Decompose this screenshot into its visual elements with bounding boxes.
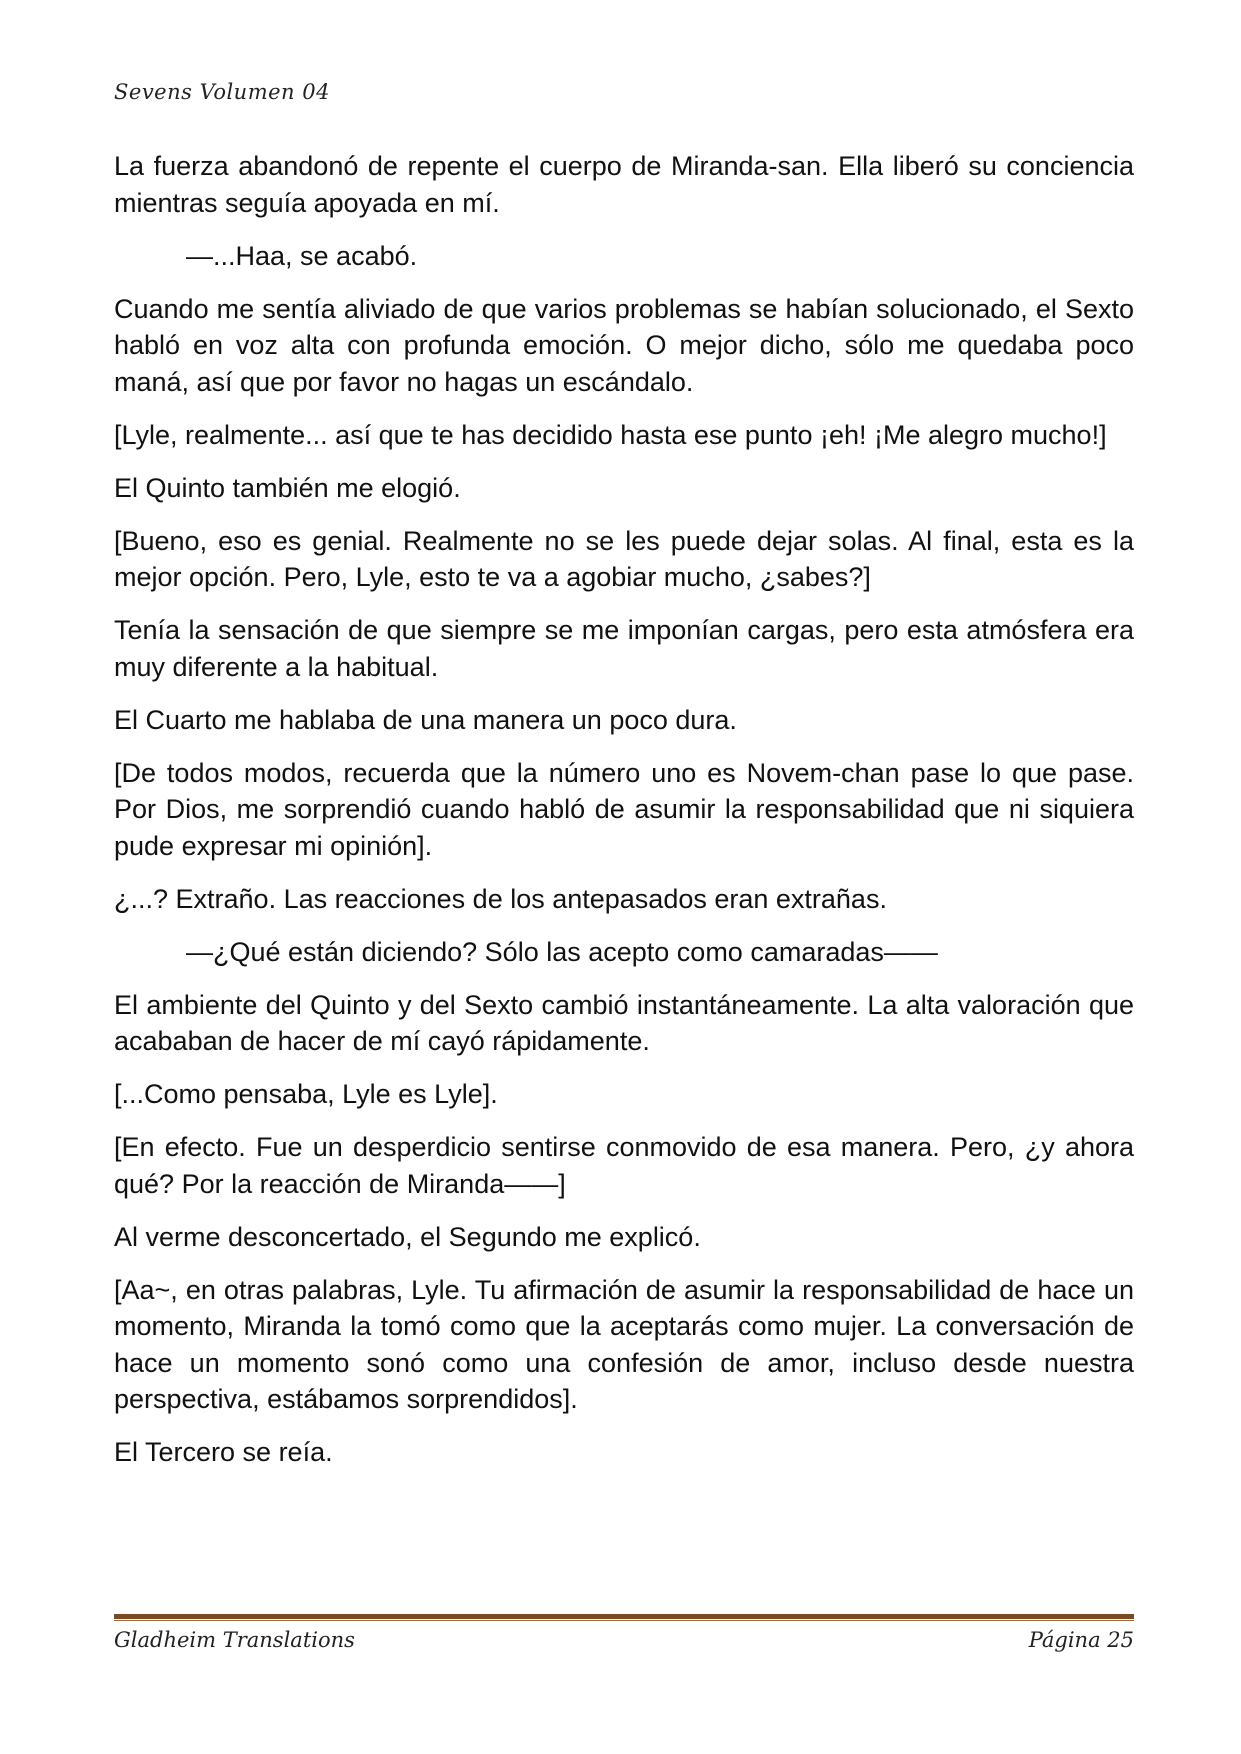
dialogue-line: —...Haa, se acabó. bbox=[186, 240, 418, 271]
paragraph: El Tercero se reía. bbox=[114, 1437, 333, 1467]
paragraph: [...Como pensaba, Lyle es Lyle]. bbox=[114, 1079, 498, 1109]
running-header: Sevens Volumen 04 bbox=[114, 80, 330, 104]
paragraph: El ambiente del Quinto y del Sexto cambió instantáneamente. La alta valoración que acababan de hacer de mí cayó rápidamente. bbox=[114, 989, 1134, 1056]
body-text bbox=[114, 148, 1134, 1487]
paragraph: Cuando me sentía aliviado de que varios problemas se habían solucionado, el Sexto habló en voz alta con profunda emoción. O mejor dicho, sólo me quedaba poco maná, así que por favor no hagas un escándalo. bbox=[114, 293, 1134, 397]
paragraph: La fuerza abandonó de repente el cuerpo de Miranda-san. Ella liberó su conciencia mientras seguía apoyada en mí. bbox=[114, 151, 1134, 218]
dialogue-line: —¿Qué están diciendo? Sólo las acepto como camaradas—— bbox=[186, 936, 938, 967]
paragraph: [De todos modos, recuerda que la número uno es Novem-chan pase lo que pase. Por Dios, me sorprendió cuando habló de asumir la responsabilidad que ni siquiera pude expresar mi opinión]. bbox=[114, 757, 1134, 861]
footer-divider bbox=[114, 1614, 1134, 1619]
paragraph: [Lyle, realmente... así que te has decidido hasta ese punto ¡eh! ¡Me alegro mucho!] bbox=[114, 419, 1107, 450]
paragraph: El Cuarto me hablaba de una manera un poco dura. bbox=[114, 704, 737, 735]
paragraph: Al verme desconcertado, el Segundo me explicó. bbox=[114, 1221, 701, 1252]
paragraph: Tenía la sensación de que siempre se me imponían cargas, pero esta atmósfera era muy diferente a la habitual. bbox=[114, 615, 1134, 682]
paragraph: [Bueno, eso es genial. Realmente no se les puede dejar solas. Al final, esta es la mejor opción. Pero, Lyle, esto te va a agobiar mucho, ¿sabes?] bbox=[114, 525, 1134, 592]
paragraph: ¿...? Extraño. Las reacciones de los antepasados eran extrañas. bbox=[114, 883, 887, 914]
paragraph: [En efecto. Fue un desperdicio sentirse conmovido de esa manera. Pero, ¿y ahora qué? Por la reacción de Miranda——] bbox=[114, 1132, 1134, 1199]
footer-translator: Gladheim Translations bbox=[114, 1628, 355, 1652]
footer-page-number: Página 25 bbox=[1028, 1628, 1134, 1652]
paragraph: [Aa~, en otras palabras, Lyle. Tu afirmación de asumir la responsabilidad de hace un momento, Miranda la tomó como que la aceptarás como mujer. La conversación de hace un momento sonó como una confesión de amor, incluso desde nuestra perspectiva, estábamos sorprendidos]. bbox=[114, 1274, 1134, 1414]
footer-divider-thin bbox=[114, 1620, 1134, 1621]
paragraph: El Quinto también me elogió. bbox=[114, 472, 461, 503]
